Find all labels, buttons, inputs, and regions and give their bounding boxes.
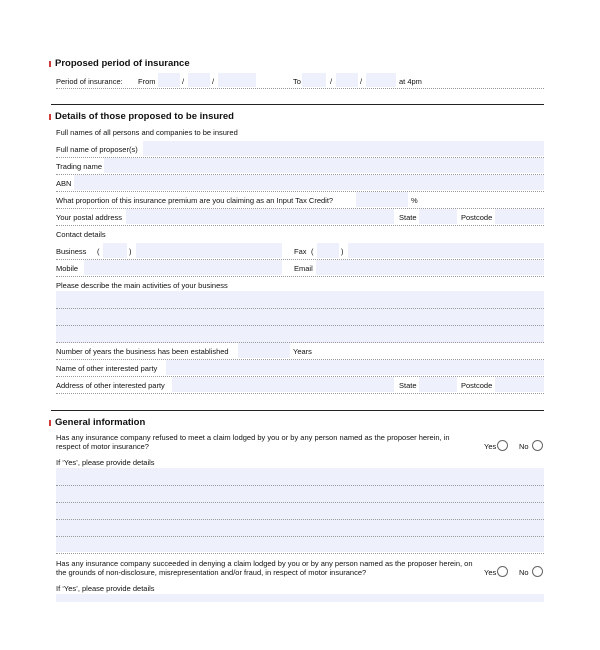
proposers-label: Full name of proposer(s) xyxy=(56,145,138,154)
to-month-field[interactable] xyxy=(336,73,358,87)
state-label: State xyxy=(399,213,417,222)
divider xyxy=(56,553,544,554)
postcode-label: Postcode xyxy=(461,213,493,222)
divider xyxy=(56,191,544,192)
business-phone-field[interactable] xyxy=(136,243,282,258)
details-label: If ‘Yes’, please provide details xyxy=(56,584,155,593)
from-day-field[interactable] xyxy=(158,73,180,87)
section-marker xyxy=(49,114,51,120)
fax-label: Fax xyxy=(294,247,307,256)
abn-field[interactable] xyxy=(74,175,544,190)
time-label: at 4pm xyxy=(399,77,422,86)
divider xyxy=(56,325,544,326)
interested-postcode-field[interactable] xyxy=(495,377,544,392)
divider xyxy=(56,342,544,343)
email-field[interactable] xyxy=(316,260,544,275)
years-label: Number of years the business has been established xyxy=(56,347,229,356)
yes-label: Yes xyxy=(484,568,497,577)
mobile-field[interactable] xyxy=(84,260,282,275)
activities-label: Please describe the main activities of your business xyxy=(56,281,228,290)
details-heading: Details of those proposed to be insured xyxy=(55,111,234,122)
divider xyxy=(56,485,544,486)
email-label: Email xyxy=(294,264,313,273)
itc-label: What proportion of this insurance premium are you claiming as an Input Tax Credit? xyxy=(56,196,334,205)
postal-field[interactable] xyxy=(126,209,394,224)
q1-details-field[interactable] xyxy=(56,468,544,552)
business-label: Business xyxy=(56,247,87,256)
paren-open: ( xyxy=(311,247,314,256)
paren-open: ( xyxy=(97,247,100,256)
to-label: To xyxy=(293,77,301,86)
trading-field[interactable] xyxy=(104,158,544,173)
q1-text: respect of motor insurance? xyxy=(56,442,149,451)
q2-text: the grounds of non-disclosure, misrepresentation and/or fraud, in respect of motor insurance? xyxy=(56,568,367,577)
details-label: If ‘Yes’, please provide details xyxy=(56,458,155,467)
date-separator: / xyxy=(360,77,363,86)
mobile-label: Mobile xyxy=(56,264,79,273)
yes-label: Yes xyxy=(484,442,497,451)
itc-field[interactable] xyxy=(356,192,408,207)
q2-text: Has any insurance company succeeded in denying a claim lodged by you or by any person named as the proposer herein, on xyxy=(56,559,473,568)
q2-no-radio[interactable] xyxy=(532,566,543,577)
from-year-field[interactable] xyxy=(218,73,256,87)
fax-area-field[interactable] xyxy=(317,243,339,258)
paren-close: ) xyxy=(341,247,344,256)
divider xyxy=(56,536,544,537)
q2-details-field[interactable] xyxy=(56,594,544,602)
section-marker xyxy=(49,420,51,426)
paren-close: ) xyxy=(129,247,132,256)
period-heading: Proposed period of insurance xyxy=(55,58,190,69)
to-day-field[interactable] xyxy=(302,73,326,87)
years-field[interactable] xyxy=(238,343,290,358)
interested-addr-label: Address of other interested party xyxy=(56,381,165,390)
date-separator: / xyxy=(212,77,215,86)
contact-caption: Contact details xyxy=(56,230,106,239)
from-label: From xyxy=(138,77,156,86)
q1-text: Has any insurance company refused to meet a claim lodged by you or by any person named as the proposer herein, in xyxy=(56,433,450,442)
divider xyxy=(56,502,544,503)
divider xyxy=(56,88,544,89)
to-year-field[interactable] xyxy=(366,73,396,87)
period-label: Period of insurance: xyxy=(56,77,123,86)
percent-label: % xyxy=(411,196,418,205)
interested-state-field[interactable] xyxy=(419,377,457,392)
divider xyxy=(56,308,544,309)
postcode-field[interactable] xyxy=(495,209,544,224)
q1-no-radio[interactable] xyxy=(532,440,543,451)
interested-name-field[interactable] xyxy=(166,360,544,375)
general-heading: General information xyxy=(55,417,146,428)
divider xyxy=(56,519,544,520)
state-label: State xyxy=(399,381,417,390)
q2-yes-radio[interactable] xyxy=(497,566,508,577)
from-month-field[interactable] xyxy=(188,73,210,87)
proposers-field[interactable] xyxy=(143,141,544,156)
date-separator: / xyxy=(330,77,333,86)
no-label: No xyxy=(519,442,529,451)
divider xyxy=(56,276,544,277)
no-label: No xyxy=(519,568,529,577)
years-unit: Years xyxy=(293,347,312,356)
postcode-label: Postcode xyxy=(461,381,493,390)
postal-label: Your postal address xyxy=(56,213,123,222)
date-separator: / xyxy=(182,77,185,86)
q1-yes-radio[interactable] xyxy=(497,440,508,451)
abn-label: ABN xyxy=(56,179,72,188)
section-marker xyxy=(49,61,51,67)
full-names-caption: Full names of all persons and companies to be insured xyxy=(56,128,238,137)
trading-label: Trading name xyxy=(56,162,102,171)
divider xyxy=(56,393,544,394)
divider xyxy=(56,225,544,226)
interested-addr-field[interactable] xyxy=(172,377,394,392)
fax-field[interactable] xyxy=(348,243,544,258)
state-field[interactable] xyxy=(419,209,457,224)
section-rule xyxy=(51,104,544,105)
interested-name-label: Name of other interested party xyxy=(56,364,158,373)
section-rule xyxy=(51,410,544,411)
activities-field[interactable] xyxy=(56,291,544,343)
business-area-field[interactable] xyxy=(103,243,127,258)
